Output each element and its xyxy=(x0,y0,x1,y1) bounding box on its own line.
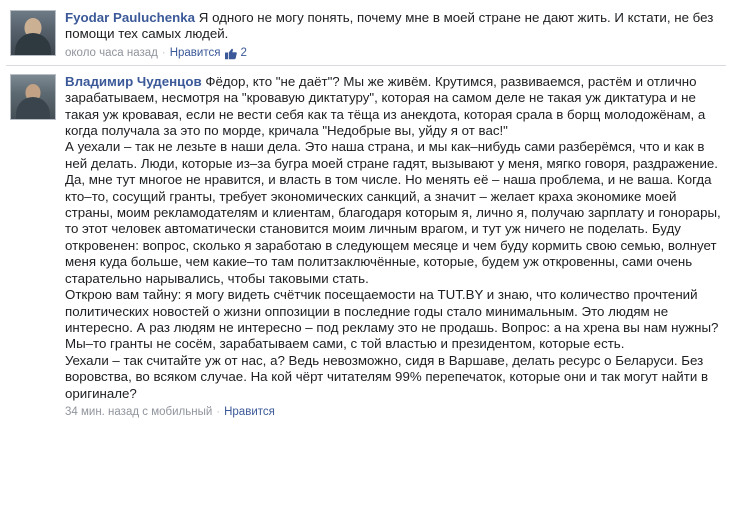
comment-paragraph: Уехали – так считайте уж от нас, а? Ведь невозможно, сидя в Варшаве, делать ресурс о Беларуси. Без воровства, во всяком случае. На кой чёрт читателям 99% перепечаток, которые они и так могут найти в оригинале? xyxy=(65,352,709,401)
like-button[interactable]: Нравится xyxy=(224,405,275,418)
like-count: 2 xyxy=(240,46,247,59)
comment-text xyxy=(65,74,722,402)
comment-paragraph: Я одного не могу понять, почему мне в моей стране не дают жить. И кстати, не без помощи тех самых людей. xyxy=(65,10,714,42)
avatar[interactable] xyxy=(10,74,56,120)
like-button[interactable]: Нравится xyxy=(169,46,221,59)
meta-separator: · xyxy=(161,46,166,59)
comment-paragraph: А уехали – так не лезьте в наши дела. Это наша страна, и мы как–нибудь сами разберёмся, что и как в ней делать. Люди, которые из–за бугра моей стране гадят, вызывают у меня, мягко говоря, раздражение. Да, мне тут многое не нравится, и власть в том числе. Но менять её – наша проблема, и не ваша. Когда кто–то, сосущий гранты, требует экономических санкций, а значит – желает краха экономике моей страны, моим рекламодателям и клиентам, благодаря которым я, лично я, получаю зарплату и гонорары, то этот человек автоматически становится моим личным врагом, и тут уж ничего не поделать. Буду откровенен: вопрос, сколько я заработаю в следующем месяце и чем буду кормить свою семью, волнует меня куда больше, чем какие–то там политзаключённые, которые, будем уж откровенны, сами очень старательно нарывались, чтобы таковыми стать. xyxy=(65,139,721,286)
comment-via: с мобильный xyxy=(142,405,213,418)
comment-author-link[interactable]: Fyodar Pauluchenka xyxy=(65,10,196,25)
comment-text xyxy=(65,10,722,43)
avatar[interactable] xyxy=(10,10,56,56)
thumbs-up-icon xyxy=(225,48,237,60)
like-count-badge[interactable] xyxy=(225,47,246,59)
comment-meta xyxy=(65,406,722,418)
avatar-body-shape xyxy=(15,33,51,55)
comment-timestamp: 34 мин. назад xyxy=(65,405,140,418)
comment-item xyxy=(0,66,732,424)
comment-timestamp: около часа назад xyxy=(65,46,158,59)
comment-item xyxy=(0,0,732,65)
comment-body xyxy=(65,10,722,59)
comment-meta xyxy=(65,47,722,59)
comment-paragraph: Фёдор, кто "не даёт"? Мы же живём. Крутимся, развиваемся, растём и отлично зарабатываем, несмотря на "кровавую диктатуру", которая на самом деле не такая уж диктатура и не такая уж кровавая, если не вести себя как та тёща из анекдота, которая срала в борщ молодожёнам, а когда получала за это по морде, кричала "Недобрые вы, уйду я от вас!" xyxy=(65,73,706,139)
comment-body xyxy=(65,74,722,418)
comment-paragraph: Открою вам тайну: я могу видеть счётчик посещаемости на TUT.BY и знаю, что количество прочтений политических новостей о жизни оппозиции в последние годы стало минимальным. Это людям не интересно. А раз людям не интересно – под рекламу это не продашь. Вопрос: а на хрена вы нам нужны? Мы–то гранты не сосём, зарабатываем сами, с той властью и президентом, которые есть. xyxy=(65,287,719,352)
meta-separator: · xyxy=(216,405,221,418)
avatar-body-shape xyxy=(16,97,50,119)
comment-author-link[interactable]: Владимир Чуденцов xyxy=(65,73,202,89)
